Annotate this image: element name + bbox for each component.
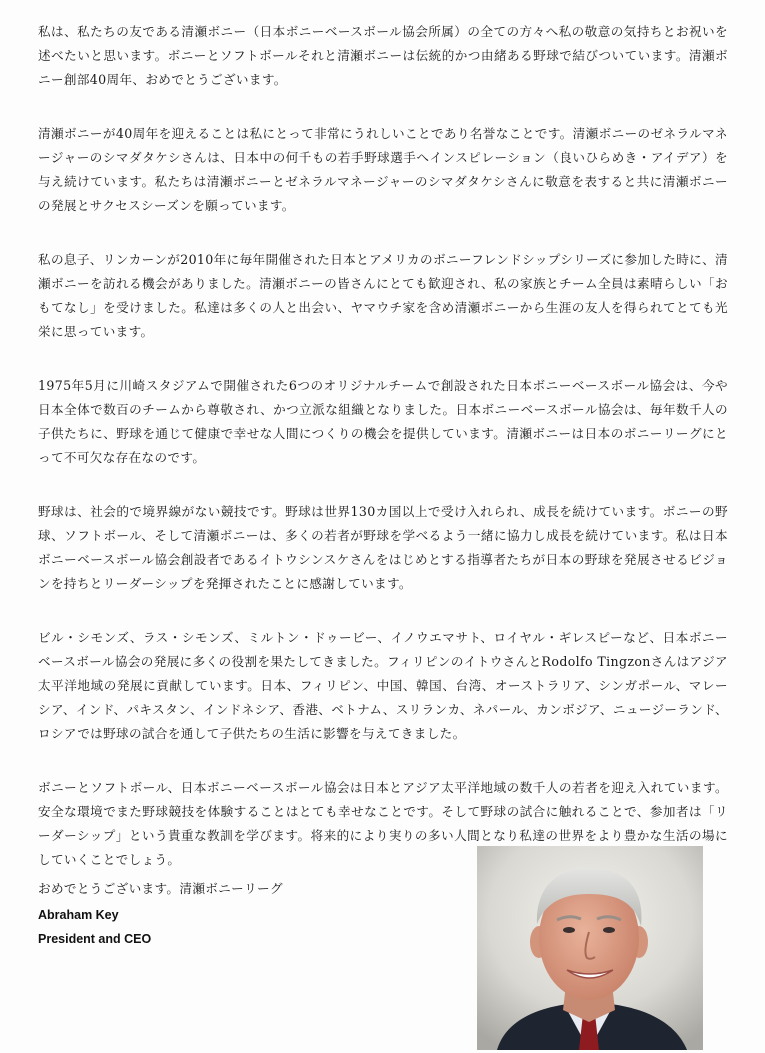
paragraph-5: 野球は、社会的で境界線がない競技です。野球は世界130カ国以上で受け入れられ、成長を続けています。ボニーの野球、ソフトボール、そして清瀬ボニーは、多くの若者が野球を学べるよう一緒に協力し成長を続けています。私は日本ボニーベースボール協会創設者であるイトウシンスケさんをはじめとする指導者たちが日本の野球を発展させるビジョンを持ちとリーダーシップを発揮されたことに感謝しています。: [38, 504, 728, 591]
paragraph-1: 私は、私たちの友である清瀬ボニー（日本ボニーベースボール協会所属）の全ての方々へ私の敬意の気持ちとお祝いを述べたいと思います。ボニーとソフトボールそれと清瀬ボニーは伝統的かつ由緒ある野球で結びついています。清瀬ボニー創部40周年、おめでとうございます。: [38, 24, 728, 87]
paragraph-2: 清瀬ボニーが40周年を迎えることは私にとって非常にうれしいことであり名誉なことです。清瀬ボニーのゼネラルマネージャーのシマダタケシさんは、日本中の何千もの若手野球選手へインスピレーション（良いひらめき・アイデア）を与え続けています。私たちは清瀬ボニーとゼネラルマネージャーのシマダタケシさんに敬意を表すると共に清瀬ボニーの発展とサクセスシーズンを願っています。: [38, 126, 728, 213]
paragraph-6: ビル・シモンズ、ラス・シモンズ、ミルトン・ドゥービー、イノウエマサト、ロイヤル・ギレスピーなど、日本ボニーベースボール協会の発展に多くの役割を果たしてきました。フィリピンのイトウさんとRodolfo Tingzonさんはアジア太平洋地域の発展に貢献しています。日本、フィリピン、中国、韓国、台湾、オーストラリア、シンガポール、マレーシア、インド、パキスタン、インドネシア、香港、ベトナム、スリランカ、ネパール、カンボジア、ニュージーランド、ロシアでは野球の試合を通して子供たちの生活に影響を与えてきました。: [38, 630, 728, 741]
letter-body: [38, 20, 728, 900]
paragraph-4: 1975年5月に川崎スタジアムで開催された6つのオリジナルチームで創設された日本ボニーベースボール協会は、今や日本全体で数百のチームから尊敬され、かつ立派な組織となりました。日本ボニーベースボール協会は、毎年数千人の子供たちに、野球を通じて健康で幸せな人間につくりの機会を提供しています。清瀬ボニーは日本のボニーリーグにとって不可欠な存在なのです。: [38, 378, 728, 465]
paragraph-3: 私の息子、リンカーンが2010年に毎年開催された日本とアメリカのボニーフレンドシップシリーズに参加した時に、清瀬ボニーを訪れる機会がありました。清瀬ボニーの皆さんにとても歓迎され、私の家族とチーム全員は素晴らしい「おもてなし」を受けました。私達は多くの人と出会い、ヤマウチ家を含め清瀬ボニーから生涯の友人を得られてとても光栄に思っています。: [38, 252, 728, 339]
closing-line: おめでとうございます。清瀬ボニーリーグ: [38, 881, 283, 896]
portrait-photo: [477, 846, 703, 1050]
signatory-title: President and CEO: [38, 932, 152, 946]
signature-block: [38, 903, 151, 951]
paragraph-7: ボニーとソフトボール、日本ボニーベースボール協会は日本とアジア太平洋地域の数千人の若者を迎え入れています。安全な環境でまた野球競技を体験することはとても幸せなことです。そして野球の試合に触れることで、参加者は「リーダーシップ」という貴重な教訓を学びます。将来的により実りの多い人間となり私達の世界をより豊かな生活の場にしていくことでしょう。: [38, 780, 728, 867]
signatory-name: Abraham Key: [38, 908, 119, 922]
